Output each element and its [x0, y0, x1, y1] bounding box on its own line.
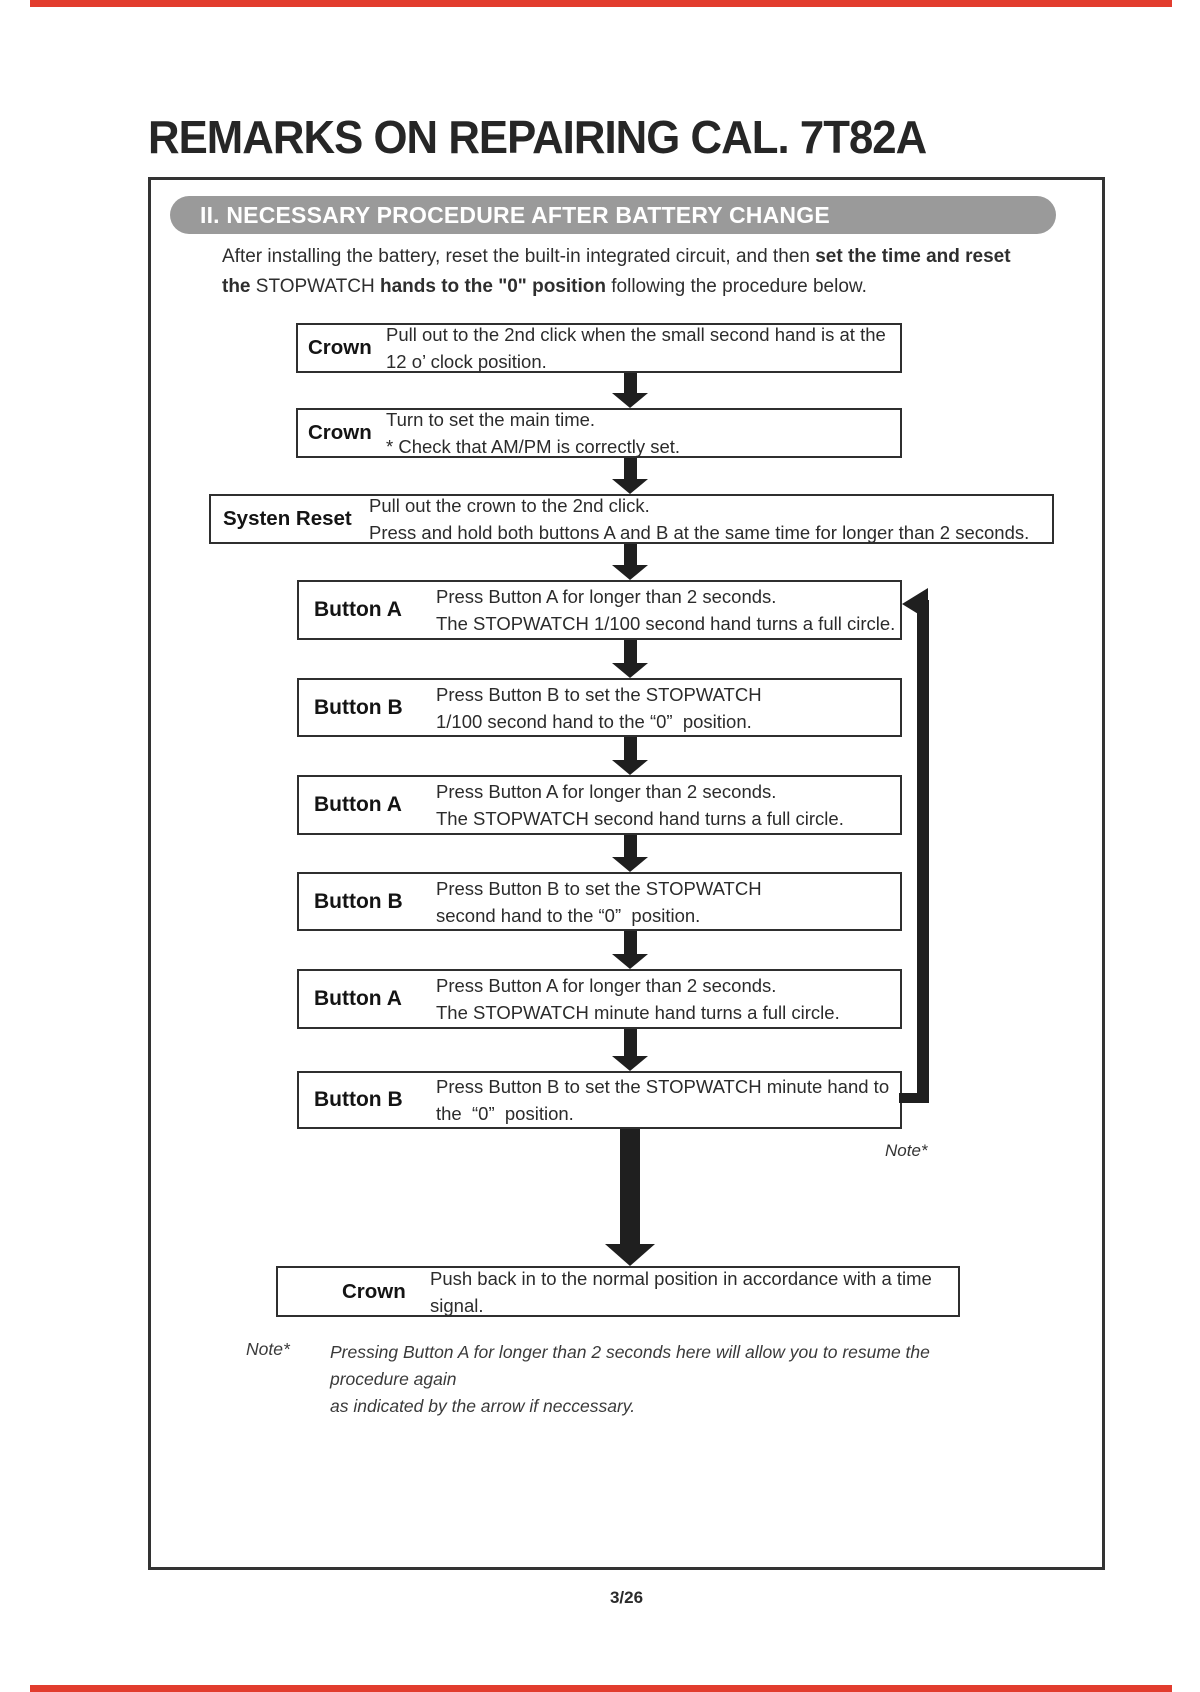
step-text: Press and hold both buttons A and B at the same time for longer than 2 seconds. [369, 522, 1030, 543]
step-label: Button B [314, 889, 403, 913]
step-text: The STOPWATCH second hand turns a full circle. [436, 808, 844, 829]
footnote-label: Note* [246, 1339, 290, 1359]
section-heading: II. NECESSARY PROCEDURE AFTER BATTERY CHANGE [200, 202, 830, 228]
step-text: Push back in to the normal position in accordance with a time signal. [430, 1267, 937, 1316]
bottom-red-rule [30, 1685, 1172, 1692]
intro-line-2: the STOPWATCH hands to the "0" position following the procedure below. [222, 276, 867, 297]
flow-step-button-b-3 [297, 1071, 902, 1129]
top-red-rule [30, 0, 1172, 7]
step-text: Press Button A for longer than 2 seconds. [436, 781, 777, 802]
step-text: second hand to the “0” position. [436, 904, 701, 926]
flow-step-system-reset [209, 494, 1054, 544]
flow-step-crown-final [276, 1266, 960, 1317]
footnote-text [330, 1339, 990, 1420]
step-label: Button A [314, 987, 402, 1010]
step-label: Button A [314, 598, 402, 621]
note-marker: Note* [885, 1141, 928, 1160]
flow-step-crown-1 [296, 323, 902, 373]
down-arrow-icon [612, 931, 648, 969]
step-label: Crown [308, 336, 372, 359]
down-arrow-icon [612, 458, 648, 494]
down-arrow-icon [612, 737, 648, 775]
step-label: Crown [308, 421, 372, 444]
down-arrow-icon [612, 640, 648, 678]
feedback-line-vertical [917, 600, 929, 1103]
step-text: * Check that AM/PM is correctly set. [386, 436, 681, 457]
step-text: Press Button B to set the STOPWATCH [436, 683, 762, 705]
step-text: Pull out to the 2nd click when the small second hand is at the [386, 324, 886, 345]
step-label: Button B [314, 1088, 403, 1111]
step-text: Press Button B to set the STOPWATCH minute hand to [436, 1076, 890, 1097]
step-text: 1/100 second hand to the “0” position. [436, 710, 752, 732]
footnote-line: as indicated by the arrow if neccessary. [330, 1396, 636, 1416]
step-text: Press Button B to set the STOPWATCH [436, 877, 762, 899]
intro-line-1: After installing the battery, reset the built-in integrated circuit, and then set the time and reset [222, 246, 1011, 267]
feedback-line-horizontal [899, 1093, 929, 1103]
footnote-line: Pressing Button A for longer than 2 seconds here will allow you to resume the procedure again [330, 1342, 930, 1389]
down-arrow-icon [612, 544, 648, 580]
flow-step-button-a-2 [297, 775, 902, 835]
down-arrow-icon [612, 1029, 648, 1071]
flow-step-crown-2 [296, 408, 902, 458]
step-text: The STOPWATCH 1/100 second hand turns a full circle. [436, 613, 896, 634]
step-label: Systen Reset [223, 507, 352, 530]
long-down-arrow-icon [605, 1129, 655, 1266]
step-label: Button A [314, 793, 402, 816]
step-text: Pull out the crown to the 2nd click. [369, 495, 650, 516]
step-text: Press Button A for longer than 2 seconds. [436, 586, 777, 607]
step-text: Turn to set the main time. [386, 409, 596, 430]
down-arrow-icon [612, 373, 648, 408]
flow-step-button-b-1 [297, 678, 902, 737]
page-title: REMARKS ON REPAIRING CAL. 7T82A [148, 111, 927, 163]
step-label: Crown [342, 1279, 406, 1303]
page-number: 3/26 [609, 1588, 644, 1607]
flow-step-button-a-1 [297, 580, 902, 640]
down-arrow-icon [612, 835, 648, 872]
step-text: 12 o’ clock position. [386, 351, 547, 372]
intro-paragraph [222, 242, 1032, 302]
step-label: Button B [314, 695, 403, 719]
step-text: Press Button A for longer than 2 seconds. [436, 975, 777, 996]
step-text: the “0” position. [436, 1103, 574, 1124]
flow-step-button-a-3 [297, 969, 902, 1029]
flow-step-button-b-2 [297, 872, 902, 931]
step-text: The STOPWATCH minute hand turns a full circle. [436, 1002, 840, 1023]
section-header-bar [170, 196, 1056, 234]
